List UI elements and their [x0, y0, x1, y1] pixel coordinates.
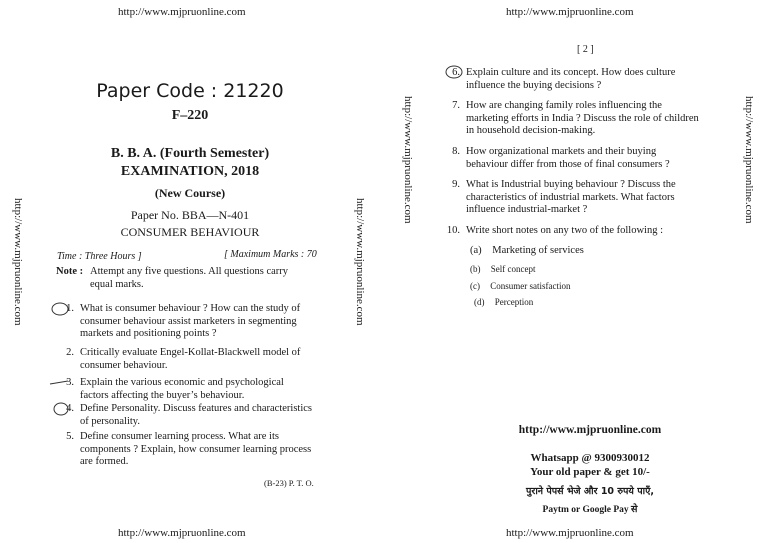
- sub-item-text: Perception: [494, 297, 534, 307]
- sub-item-label: (d): [474, 297, 485, 307]
- course-title: B. B. A. (Fourth Semester): [110, 146, 270, 161]
- question-line: Explain the various economic and psychological: [80, 377, 284, 388]
- question-line: What is consumer behaviour ? How can the study of: [80, 303, 301, 314]
- promo-whatsapp: Whatsapp @ 9300930012: [530, 452, 650, 464]
- note-text-2: equal marks.: [90, 279, 144, 290]
- question-line: What is Industrial buying behaviour ? Discuss the: [466, 179, 676, 190]
- question-line: are formed.: [80, 456, 129, 467]
- question-number: 10.: [446, 225, 460, 236]
- question-line: Explain culture and its concept. How does culture: [466, 67, 676, 78]
- sub-item-text: Marketing of services: [492, 245, 584, 256]
- top-url-left[interactable]: http://www.mjpruonline.com: [118, 6, 246, 18]
- question-line: Define consumer learning process. What are its: [80, 431, 279, 442]
- pen-marks-right: [436, 62, 466, 312]
- question-number: 2.: [66, 347, 74, 358]
- question-line: Define Personality. Discuss features and characteristics: [80, 403, 312, 414]
- question-number: 5.: [66, 431, 74, 442]
- sub-item-text: Consumer satisfaction: [490, 281, 571, 291]
- pen-circle-icon: [54, 403, 68, 415]
- pen-marks-left: [48, 300, 72, 440]
- top-url-right[interactable]: http://www.mjpruonline.com: [506, 6, 634, 18]
- pen-circle-icon: [52, 303, 68, 315]
- promo-offer: Your old paper & get 10/-: [530, 466, 650, 478]
- question-line: in household decision-making.: [466, 125, 596, 136]
- question-line: components ? Explain, how consumer learning process: [80, 443, 312, 455]
- question-number: 4.: [66, 403, 74, 414]
- bottom-url-right[interactable]: http://www.mjpruonline.com: [506, 527, 634, 539]
- sub-item-c: [470, 281, 571, 291]
- question-line: How organizational markets and their buying: [466, 146, 657, 157]
- question-line: characteristics of industrial markets. What factors: [466, 191, 675, 203]
- pen-circle-icon: [446, 66, 462, 78]
- subject-title: CONSUMER BEHAVIOUR: [120, 225, 260, 239]
- promo-site[interactable]: http://www.mjpruonline.com: [518, 424, 662, 436]
- question-number: 6.: [452, 67, 460, 78]
- sub-item-label: (c): [470, 281, 480, 291]
- new-course: (New Course): [154, 186, 226, 200]
- question-line: markets and positioning points ?: [80, 328, 217, 339]
- sub-item-b: [470, 264, 535, 274]
- f-code: F–220: [171, 108, 209, 123]
- vertical-url-center-right: http://www.mjpruonline.com: [402, 96, 414, 224]
- pen-strike-icon: [50, 381, 68, 384]
- sub-item-label: (a): [470, 245, 482, 256]
- question-line: Write short notes on any two of the following :: [466, 225, 664, 236]
- time-label: Time : Three Hours ]: [57, 251, 142, 262]
- question-line: consumer behaviour.: [80, 359, 168, 371]
- promo-hindi: पुराने पेपर्स भेजे और 10 रुपये पाएँ,: [526, 486, 654, 497]
- question-line: influence the buying decisions ?: [466, 79, 602, 91]
- bottom-url-left[interactable]: http://www.mjpruonline.com: [118, 527, 246, 539]
- max-marks-label: [ Maximum Marks : 70: [224, 249, 317, 260]
- sub-item-d: [474, 297, 533, 307]
- question-number: 9.: [452, 179, 460, 190]
- paper-no: Paper No. BBA—N-401: [130, 208, 250, 222]
- question-line: factors affecting the buyer’s behaviour.: [80, 389, 245, 401]
- vertical-url-center-left: http://www.mjpruonline.com: [354, 198, 366, 326]
- question-number: 8.: [452, 146, 460, 157]
- question-line: behaviour differ from those of final consumers ?: [466, 158, 670, 170]
- question-line: consumer behaviour assist marketers in segmenting: [80, 315, 297, 327]
- exam-title: EXAMINATION, 2018: [120, 164, 260, 179]
- page-number: [ 2 ]: [577, 44, 594, 55]
- question-number: 1.: [66, 303, 74, 314]
- question-line: influence industrial-market ?: [466, 204, 588, 215]
- question-number: 7.: [452, 100, 460, 111]
- note-label: Note :: [56, 266, 84, 277]
- question-line: Critically evaluate Engel-Kollat-Blackwell model of: [80, 347, 301, 358]
- footer-pto: (B-23) P. T. O.: [264, 478, 314, 488]
- question-line: of personality.: [80, 415, 140, 427]
- question-number: 3.: [66, 377, 74, 388]
- sub-item-a: [470, 245, 584, 256]
- promo-pay: Paytm or Google Pay से: [542, 505, 638, 515]
- vertical-url-left: http://www.mjpruonline.com: [12, 198, 24, 326]
- question-line: marketing efforts in India ? Discuss the role of children: [466, 112, 699, 124]
- sub-item-text: Self concept: [490, 264, 536, 274]
- question-line: How are changing family roles influencing the: [466, 100, 662, 111]
- vertical-url-right: http://www.mjpruonline.com: [743, 96, 755, 224]
- note-text-1: Attempt any five questions. All questions carry: [90, 266, 289, 277]
- sub-item-label: (b): [470, 264, 481, 274]
- paper-code: Paper Code : 21220: [96, 80, 284, 102]
